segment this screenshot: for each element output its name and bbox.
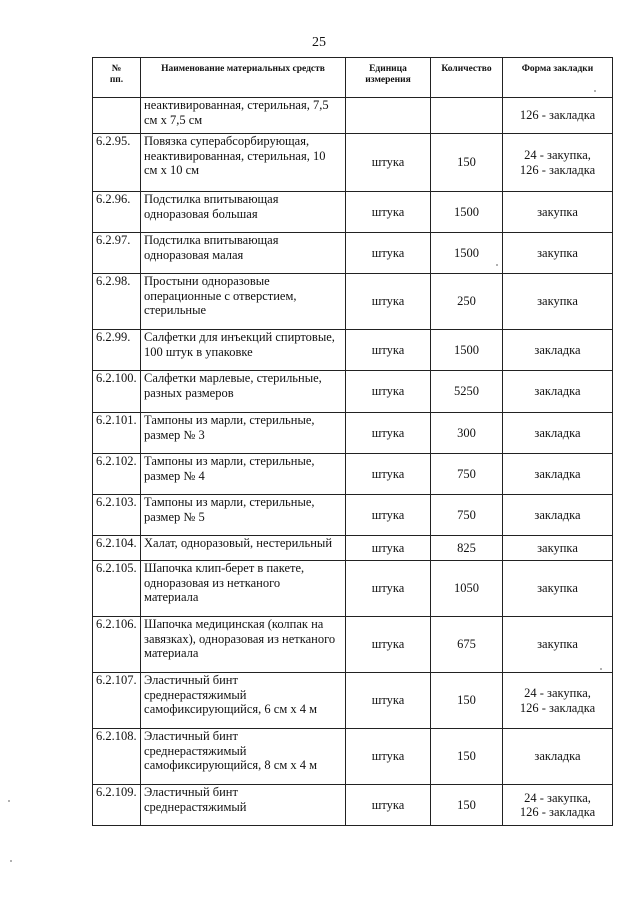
cell-name-line: Салфетки для инъекций спиртовые, xyxy=(144,330,335,344)
cell-name-line: одноразовая большая xyxy=(144,206,258,221)
cell-name xyxy=(141,561,346,617)
cell-qty: 750 xyxy=(431,454,503,495)
cell-name-line: размер № 3 xyxy=(144,427,205,442)
cell-unit: штука xyxy=(346,673,431,729)
cell-qty: 750 xyxy=(431,495,503,536)
cell-num: 6.2.99. xyxy=(93,330,141,371)
cell-num: 6.2.109. xyxy=(93,785,141,826)
cell-form xyxy=(503,561,613,617)
scan-speck xyxy=(8,800,10,802)
cell-num: 6.2.101. xyxy=(93,413,141,454)
cell-name-line: Подстилка впитывающая xyxy=(144,233,279,247)
cell-name-line: Повязка суперабсорбирующая, xyxy=(144,134,310,148)
cell-name-line: завязках), одноразовая из нетканого xyxy=(144,631,336,646)
cell-name xyxy=(141,729,346,785)
cell-form-line: закупка xyxy=(537,540,578,555)
cell-qty: 1500 xyxy=(431,192,503,233)
scan-speck xyxy=(496,264,498,266)
cell-num: 6.2.97. xyxy=(93,233,141,274)
cell-form-line: 24 - закупка, xyxy=(524,790,591,805)
cell-name-line: среднерастяжимый xyxy=(144,743,247,758)
cell-name xyxy=(141,413,346,454)
cell-qty: 150 xyxy=(431,729,503,785)
cell-unit: штука xyxy=(346,134,431,192)
cell-name xyxy=(141,274,346,330)
cell-qty: 150 xyxy=(431,134,503,192)
cell-name xyxy=(141,192,346,233)
header-name-line-1: Наименование материальных средств xyxy=(161,64,325,74)
cell-qty: 150 xyxy=(431,785,503,826)
cell-qty: 250 xyxy=(431,274,503,330)
cell-name xyxy=(141,495,346,536)
cell-form xyxy=(503,413,613,454)
table-row xyxy=(93,495,613,536)
cell-unit: штука xyxy=(346,561,431,617)
cell-unit: штука xyxy=(346,413,431,454)
cell-form xyxy=(503,785,613,826)
cell-name-line: материала xyxy=(144,590,199,604)
cell-form xyxy=(503,454,613,495)
cell-num: 6.2.108. xyxy=(93,729,141,785)
header-unit-line-1: Единица xyxy=(369,64,407,74)
table-row xyxy=(93,134,613,192)
cell-num: 6.2.100. xyxy=(93,371,141,413)
cell-name-line: среднерастяжимый xyxy=(144,799,247,814)
cell-form-line: закупка xyxy=(537,245,578,260)
cell-form-line: 126 - закладка xyxy=(519,108,596,123)
cell-num: 6.2.106. xyxy=(93,617,141,673)
cell-unit: штука xyxy=(346,454,431,495)
materials-table xyxy=(92,57,613,826)
cell-name xyxy=(141,673,346,729)
cell-form-line: 126 - закладка xyxy=(519,162,596,177)
cell-qty: 5250 xyxy=(431,371,503,413)
table-row xyxy=(93,561,613,617)
header-num-line-2: пп. xyxy=(109,75,124,85)
cell-qty xyxy=(431,98,503,134)
cell-name-line: Эластичный бинт xyxy=(144,729,238,743)
cell-unit: штука xyxy=(346,274,431,330)
cell-form xyxy=(503,192,613,233)
cell-form-line: 126 - закладка xyxy=(519,700,596,715)
cell-form-line: закладка xyxy=(534,425,581,440)
cell-form-line: закладка xyxy=(534,466,581,481)
cell-form-line: закупка xyxy=(537,294,578,309)
cell-num: 6.2.98. xyxy=(93,274,141,330)
scan-speck xyxy=(10,860,12,862)
cell-form xyxy=(503,536,613,561)
table-row xyxy=(93,98,613,134)
table-row xyxy=(93,413,613,454)
cell-form xyxy=(503,729,613,785)
cell-name-line: см х 10 см xyxy=(144,163,200,177)
cell-qty: 300 xyxy=(431,413,503,454)
cell-unit xyxy=(346,98,431,134)
cell-form-line: 24 - закупка, xyxy=(524,148,591,162)
cell-name xyxy=(141,134,346,192)
cell-unit: штука xyxy=(346,785,431,826)
table-row xyxy=(93,536,613,561)
cell-name xyxy=(141,785,346,826)
table-body xyxy=(93,98,613,826)
cell-unit: штука xyxy=(346,233,431,274)
scan-speck xyxy=(594,90,596,92)
header-qty-line-1: Количество xyxy=(441,64,492,74)
cell-form-line: закупка xyxy=(537,581,578,596)
table-row xyxy=(93,454,613,495)
cell-num: 6.2.96. xyxy=(93,192,141,233)
cell-num: 6.2.95. xyxy=(93,134,141,192)
cell-unit: штука xyxy=(346,192,431,233)
table-row xyxy=(93,729,613,785)
cell-num: 6.2.104. xyxy=(93,536,141,561)
cell-form-line: 126 - закладка xyxy=(519,805,596,819)
cell-qty: 1500 xyxy=(431,233,503,274)
header-unit xyxy=(346,58,431,98)
page-number: 25 xyxy=(312,35,326,50)
cell-name-line: материала xyxy=(144,646,199,660)
cell-num: 6.2.103. xyxy=(93,495,141,536)
cell-form-line: закладка xyxy=(534,749,581,764)
cell-name-line: одноразовая малая xyxy=(144,247,244,262)
scan-speck xyxy=(600,668,602,670)
table-row xyxy=(93,274,613,330)
cell-name-line: размер № 5 xyxy=(144,509,205,524)
table-row xyxy=(93,330,613,371)
cell-num: 6.2.105. xyxy=(93,561,141,617)
cell-name-line: стерильные xyxy=(144,303,207,317)
cell-name-line: Простыни одноразовые xyxy=(144,274,270,288)
cell-form-line: закладка xyxy=(534,507,581,522)
cell-name xyxy=(141,454,346,495)
cell-qty: 150 xyxy=(431,673,503,729)
header-form-line-1: Форма закладки xyxy=(521,64,594,74)
header-num xyxy=(93,58,141,98)
cell-form xyxy=(503,274,613,330)
cell-unit: штука xyxy=(346,729,431,785)
cell-name-line: размер № 4 xyxy=(144,468,205,483)
cell-name xyxy=(141,536,346,561)
cell-form-line: закупка xyxy=(537,204,578,219)
cell-name xyxy=(141,617,346,673)
cell-unit: штука xyxy=(346,371,431,413)
cell-form xyxy=(503,233,613,274)
cell-form xyxy=(503,98,613,134)
header-name xyxy=(141,58,346,98)
cell-qty: 1050 xyxy=(431,561,503,617)
cell-name-line: см х 7,5 см xyxy=(144,112,203,127)
cell-form-line: 24 - закупка, xyxy=(524,686,591,700)
cell-form xyxy=(503,134,613,192)
header-qty xyxy=(431,58,503,98)
cell-unit: штука xyxy=(346,495,431,536)
cell-qty: 675 xyxy=(431,617,503,673)
cell-name-line: Шапочка медицинская (колпак на xyxy=(144,617,324,631)
cell-num: 6.2.107. xyxy=(93,673,141,729)
cell-name xyxy=(141,330,346,371)
cell-form-line: закладка xyxy=(534,384,581,399)
cell-unit: штука xyxy=(346,536,431,561)
header-unit-line-2: измерения xyxy=(365,75,411,85)
cell-name xyxy=(141,371,346,413)
cell-name-line: Эластичный бинт xyxy=(144,673,238,687)
cell-name-line: неактивированная, стерильная, 7,5 xyxy=(144,98,329,112)
cell-unit: штука xyxy=(346,617,431,673)
cell-form xyxy=(503,495,613,536)
cell-form-line: закупка xyxy=(537,637,578,652)
cell-form xyxy=(503,330,613,371)
table-row xyxy=(93,617,613,673)
cell-form xyxy=(503,673,613,729)
header-num-line-1: № xyxy=(111,64,122,74)
cell-name-line: неактивированная, стерильная, 10 xyxy=(144,148,326,163)
table-row xyxy=(93,785,613,826)
cell-num xyxy=(93,98,141,134)
cell-form xyxy=(503,371,613,413)
cell-unit: штука xyxy=(346,330,431,371)
cell-name-line: Шапочка клип-берет в пакете, xyxy=(144,561,305,575)
cell-name-line: самофиксирующийся, 8 см х 4 м xyxy=(144,758,318,772)
cell-name-line: операционные с отверстием, xyxy=(144,288,297,303)
cell-name-line: 100 штук в упаковке xyxy=(144,344,253,359)
cell-name-line: Тампоны из марли, стерильные, xyxy=(144,495,315,509)
table-row xyxy=(93,371,613,413)
cell-name-line: Тампоны из марли, стерильные, xyxy=(144,454,315,468)
cell-name xyxy=(141,233,346,274)
cell-name-line: Салфетки марлевые, стерильные, xyxy=(144,371,322,385)
cell-name xyxy=(141,98,346,134)
table-row xyxy=(93,233,613,274)
cell-name-line: среднерастяжимый xyxy=(144,687,247,702)
cell-name-line: Халат, одноразовый, нестерильный xyxy=(144,536,333,550)
header-form xyxy=(503,58,613,98)
table-row xyxy=(93,673,613,729)
table-header xyxy=(93,58,613,98)
cell-qty: 825 xyxy=(431,536,503,561)
cell-name-line: самофиксирующийся, 6 см х 4 м xyxy=(144,702,318,716)
cell-num: 6.2.102. xyxy=(93,454,141,495)
cell-form xyxy=(503,617,613,673)
cell-name-line: Подстилка впитывающая xyxy=(144,192,279,206)
cell-name-line: одноразовая из нетканого xyxy=(144,575,281,590)
cell-name-line: разных размеров xyxy=(144,385,234,400)
cell-name-line: Эластичный бинт xyxy=(144,785,238,799)
cell-name-line: Тампоны из марли, стерильные, xyxy=(144,413,315,427)
table-row xyxy=(93,192,613,233)
cell-qty: 1500 xyxy=(431,330,503,371)
cell-form-line: закладка xyxy=(534,342,581,357)
